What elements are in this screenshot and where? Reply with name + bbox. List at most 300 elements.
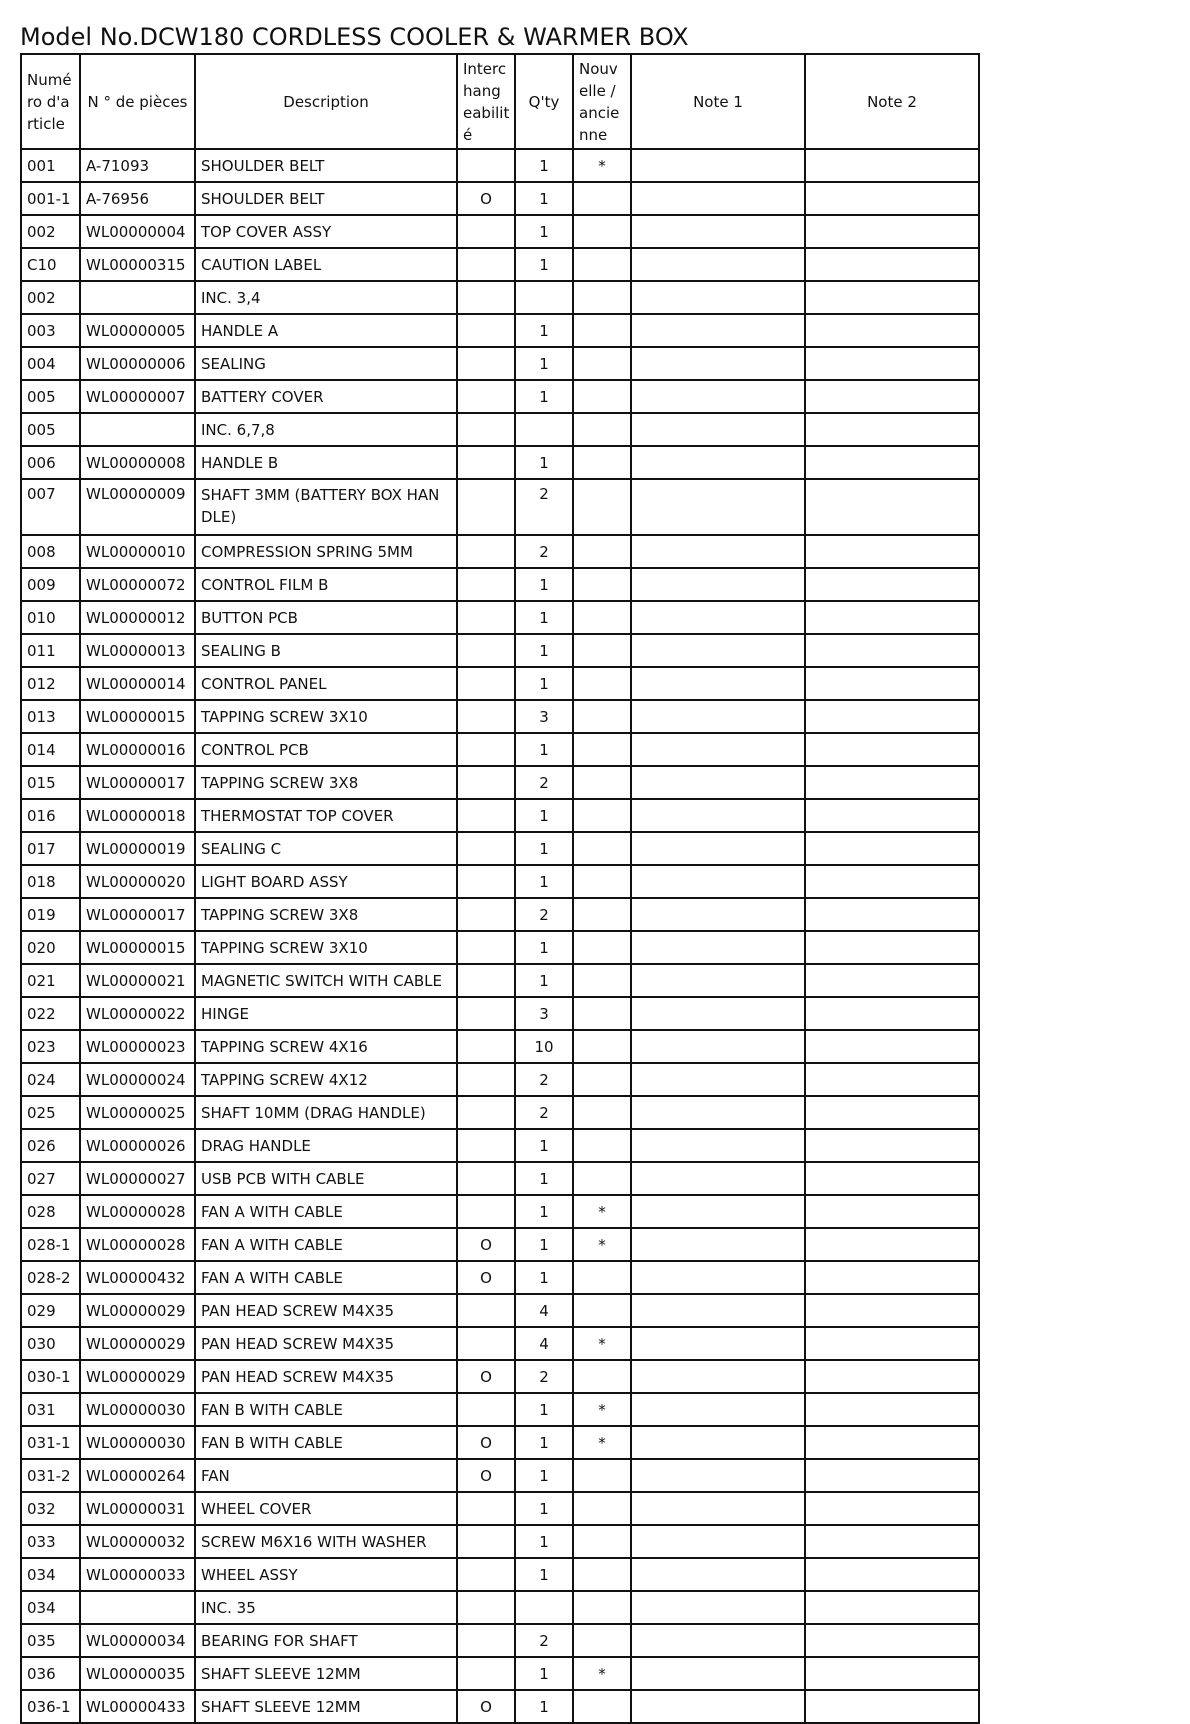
cell-note1 xyxy=(631,1228,805,1261)
cell-qty: 1 xyxy=(515,1492,573,1525)
cell-new-old xyxy=(573,380,631,413)
parts-table xyxy=(20,53,980,1724)
cell-item-no: 014 xyxy=(21,733,80,766)
cell-new-old xyxy=(573,281,631,314)
cell-interchangeability xyxy=(457,766,515,799)
cell-description: INC. 3,4 xyxy=(195,281,457,314)
cell-item-no: 036 xyxy=(21,1657,80,1690)
cell-description: HINGE xyxy=(195,997,457,1030)
cell-qty: 1 xyxy=(515,1129,573,1162)
cell-interchangeability xyxy=(457,964,515,997)
cell-qty: 1 xyxy=(515,667,573,700)
table-row xyxy=(21,1459,979,1492)
cell-note1 xyxy=(631,1294,805,1327)
cell-note1 xyxy=(631,601,805,634)
cell-note1 xyxy=(631,1657,805,1690)
cell-item-no: 034 xyxy=(21,1591,80,1624)
cell-qty: 2 xyxy=(515,1063,573,1096)
cell-note2 xyxy=(805,1096,979,1129)
cell-qty: 1 xyxy=(515,347,573,380)
cell-description: LIGHT BOARD ASSY xyxy=(195,865,457,898)
cell-description: FAN A WITH CABLE xyxy=(195,1261,457,1294)
cell-note2 xyxy=(805,667,979,700)
cell-new-old xyxy=(573,898,631,931)
cell-item-no: 002 xyxy=(21,281,80,314)
table-row xyxy=(21,1525,979,1558)
cell-description: SHAFT 3MM (BATTERY BOX HAN DLE) xyxy=(195,479,457,535)
cell-note1 xyxy=(631,1558,805,1591)
cell-qty: 1 xyxy=(515,931,573,964)
cell-interchangeability xyxy=(457,413,515,446)
cell-description: BATTERY COVER xyxy=(195,380,457,413)
cell-description: CONTROL PCB xyxy=(195,733,457,766)
cell-description: DRAG HANDLE xyxy=(195,1129,457,1162)
table-header-row xyxy=(21,54,979,149)
cell-interchangeability: O xyxy=(457,1261,515,1294)
cell-note2 xyxy=(805,1228,979,1261)
cell-qty: 1 xyxy=(515,1459,573,1492)
cell-item-no: 001 xyxy=(21,149,80,182)
cell-note1 xyxy=(631,413,805,446)
cell-new-old xyxy=(573,1525,631,1558)
cell-description: TAPPING SCREW 4X12 xyxy=(195,1063,457,1096)
cell-item-no: 031-1 xyxy=(21,1426,80,1459)
cell-qty: 2 xyxy=(515,479,573,535)
cell-note1 xyxy=(631,182,805,215)
cell-description: FAN B WITH CABLE xyxy=(195,1426,457,1459)
cell-part-no: WL00000433 xyxy=(80,1690,195,1723)
cell-item-no: 013 xyxy=(21,700,80,733)
cell-part-no: WL00000030 xyxy=(80,1393,195,1426)
cell-note1 xyxy=(631,1096,805,1129)
cell-interchangeability xyxy=(457,865,515,898)
cell-note2 xyxy=(805,1327,979,1360)
cell-item-no: 033 xyxy=(21,1525,80,1558)
cell-interchangeability xyxy=(457,248,515,281)
cell-part-no: WL00000028 xyxy=(80,1195,195,1228)
header-interchangeability: Interc hang eabilit é xyxy=(457,54,515,149)
cell-part-no: A-71093 xyxy=(80,149,195,182)
cell-note2 xyxy=(805,1360,979,1393)
cell-description: MAGNETIC SWITCH WITH CABLE xyxy=(195,964,457,997)
cell-part-no: WL00000030 xyxy=(80,1426,195,1459)
cell-part-no xyxy=(80,1591,195,1624)
cell-part-no: WL00000264 xyxy=(80,1459,195,1492)
cell-new-old: * xyxy=(573,1327,631,1360)
cell-qty: 1 xyxy=(515,1393,573,1426)
cell-note2 xyxy=(805,215,979,248)
cell-note2 xyxy=(805,700,979,733)
cell-note1 xyxy=(631,1690,805,1723)
table-row xyxy=(21,1492,979,1525)
cell-part-no: WL00000014 xyxy=(80,667,195,700)
cell-qty: 2 xyxy=(515,535,573,568)
cell-qty: 1 xyxy=(515,568,573,601)
cell-qty: 1 xyxy=(515,865,573,898)
cell-qty xyxy=(515,1591,573,1624)
cell-interchangeability xyxy=(457,535,515,568)
cell-interchangeability xyxy=(457,1591,515,1624)
cell-note1 xyxy=(631,997,805,1030)
cell-part-no: WL00000035 xyxy=(80,1657,195,1690)
cell-qty: 1 xyxy=(515,1657,573,1690)
cell-item-no: 031-2 xyxy=(21,1459,80,1492)
cell-new-old: * xyxy=(573,149,631,182)
table-row xyxy=(21,380,979,413)
cell-description: SHOULDER BELT xyxy=(195,182,457,215)
cell-note1 xyxy=(631,281,805,314)
cell-note1 xyxy=(631,1030,805,1063)
cell-part-no: WL00000006 xyxy=(80,347,195,380)
parts-table-body xyxy=(21,149,979,1723)
cell-part-no: WL00000019 xyxy=(80,832,195,865)
table-row xyxy=(21,1294,979,1327)
header-qty: Q'ty xyxy=(515,54,573,149)
cell-description: BEARING FOR SHAFT xyxy=(195,1624,457,1657)
cell-new-old: * xyxy=(573,1393,631,1426)
cell-new-old xyxy=(573,314,631,347)
cell-description: SEALING C xyxy=(195,832,457,865)
header-new-old: Nouv elle / ancie nne xyxy=(573,54,631,149)
table-row xyxy=(21,149,979,182)
cell-part-no: WL00000010 xyxy=(80,535,195,568)
cell-new-old xyxy=(573,182,631,215)
cell-part-no: WL00000029 xyxy=(80,1327,195,1360)
cell-qty: 2 xyxy=(515,1624,573,1657)
cell-new-old xyxy=(573,413,631,446)
cell-part-no: WL00000017 xyxy=(80,766,195,799)
cell-description: TAPPING SCREW 3X8 xyxy=(195,766,457,799)
cell-qty: 1 xyxy=(515,832,573,865)
cell-item-no: 021 xyxy=(21,964,80,997)
cell-new-old xyxy=(573,997,631,1030)
cell-interchangeability xyxy=(457,1492,515,1525)
cell-description: FAN A WITH CABLE xyxy=(195,1195,457,1228)
cell-qty: 4 xyxy=(515,1294,573,1327)
cell-note1 xyxy=(631,347,805,380)
cell-new-old xyxy=(573,535,631,568)
cell-note2 xyxy=(805,1492,979,1525)
cell-item-no: 007 xyxy=(21,479,80,535)
cell-part-no: WL00000020 xyxy=(80,865,195,898)
table-row xyxy=(21,700,979,733)
cell-note2 xyxy=(805,248,979,281)
cell-note2 xyxy=(805,1129,979,1162)
cell-qty: 1 xyxy=(515,733,573,766)
cell-interchangeability: O xyxy=(457,1228,515,1261)
cell-description: FAN xyxy=(195,1459,457,1492)
cell-item-no: 030-1 xyxy=(21,1360,80,1393)
cell-note1 xyxy=(631,446,805,479)
cell-item-no: 009 xyxy=(21,568,80,601)
table-row xyxy=(21,997,979,1030)
cell-qty: 1 xyxy=(515,314,573,347)
cell-new-old xyxy=(573,215,631,248)
table-row xyxy=(21,535,979,568)
cell-qty: 1 xyxy=(515,182,573,215)
cell-qty: 3 xyxy=(515,997,573,1030)
cell-interchangeability xyxy=(457,1525,515,1558)
cell-qty: 1 xyxy=(515,1426,573,1459)
cell-note1 xyxy=(631,667,805,700)
cell-note2 xyxy=(805,149,979,182)
cell-description: INC. 6,7,8 xyxy=(195,413,457,446)
cell-qty: 1 xyxy=(515,446,573,479)
cell-note2 xyxy=(805,1030,979,1063)
cell-note1 xyxy=(631,1591,805,1624)
cell-note1 xyxy=(631,479,805,535)
table-row xyxy=(21,1690,979,1723)
cell-new-old xyxy=(573,446,631,479)
cell-qty: 1 xyxy=(515,1558,573,1591)
cell-item-no: 036-1 xyxy=(21,1690,80,1723)
table-row xyxy=(21,634,979,667)
cell-interchangeability xyxy=(457,931,515,964)
cell-note1 xyxy=(631,568,805,601)
cell-description: FAN A WITH CABLE xyxy=(195,1228,457,1261)
cell-item-no: 031 xyxy=(21,1393,80,1426)
cell-new-old xyxy=(573,479,631,535)
cell-note2 xyxy=(805,601,979,634)
cell-note2 xyxy=(805,1624,979,1657)
cell-note1 xyxy=(631,248,805,281)
cell-part-no: WL00000072 xyxy=(80,568,195,601)
cell-note1 xyxy=(631,865,805,898)
cell-note1 xyxy=(631,149,805,182)
cell-description: PAN HEAD SCREW M4X35 xyxy=(195,1327,457,1360)
cell-part-no: WL00000029 xyxy=(80,1360,195,1393)
cell-new-old xyxy=(573,1459,631,1492)
table-row xyxy=(21,964,979,997)
cell-item-no: 029 xyxy=(21,1294,80,1327)
cell-description: TAPPING SCREW 4X16 xyxy=(195,1030,457,1063)
cell-new-old xyxy=(573,1294,631,1327)
cell-description: BUTTON PCB xyxy=(195,601,457,634)
cell-new-old xyxy=(573,865,631,898)
cell-description: TAPPING SCREW 3X8 xyxy=(195,898,457,931)
table-row xyxy=(21,931,979,964)
cell-part-no: WL00000015 xyxy=(80,700,195,733)
cell-part-no: WL00000028 xyxy=(80,1228,195,1261)
cell-note1 xyxy=(631,1624,805,1657)
cell-note2 xyxy=(805,733,979,766)
table-row xyxy=(21,479,979,535)
cell-note2 xyxy=(805,1393,979,1426)
cell-note2 xyxy=(805,1558,979,1591)
cell-part-no: WL00000022 xyxy=(80,997,195,1030)
cell-new-old xyxy=(573,601,631,634)
table-row xyxy=(21,1096,979,1129)
cell-interchangeability xyxy=(457,1657,515,1690)
cell-item-no: 024 xyxy=(21,1063,80,1096)
cell-qty: 1 xyxy=(515,1162,573,1195)
cell-interchangeability xyxy=(457,1129,515,1162)
cell-note1 xyxy=(631,314,805,347)
cell-item-no: 022 xyxy=(21,997,80,1030)
cell-description: TAPPING SCREW 3X10 xyxy=(195,931,457,964)
cell-interchangeability xyxy=(457,1624,515,1657)
header-item-no: Numé ro d'a rticle xyxy=(21,54,80,149)
table-row xyxy=(21,568,979,601)
cell-interchangeability xyxy=(457,281,515,314)
cell-part-no xyxy=(80,413,195,446)
cell-note2 xyxy=(805,997,979,1030)
cell-new-old xyxy=(573,667,631,700)
cell-note2 xyxy=(805,380,979,413)
cell-new-old xyxy=(573,964,631,997)
cell-description: PAN HEAD SCREW M4X35 xyxy=(195,1294,457,1327)
cell-interchangeability xyxy=(457,1558,515,1591)
cell-part-no: WL00000017 xyxy=(80,898,195,931)
cell-part-no: WL00000034 xyxy=(80,1624,195,1657)
table-row xyxy=(21,248,979,281)
cell-item-no: 010 xyxy=(21,601,80,634)
cell-note1 xyxy=(631,766,805,799)
cell-note2 xyxy=(805,479,979,535)
cell-note1 xyxy=(631,1162,805,1195)
cell-note1 xyxy=(631,1426,805,1459)
cell-part-no xyxy=(80,281,195,314)
cell-interchangeability xyxy=(457,1063,515,1096)
cell-item-no: 003 xyxy=(21,314,80,347)
cell-interchangeability xyxy=(457,634,515,667)
cell-note1 xyxy=(631,1063,805,1096)
cell-part-no: WL00000007 xyxy=(80,380,195,413)
cell-interchangeability: O xyxy=(457,182,515,215)
cell-interchangeability xyxy=(457,997,515,1030)
header-note1: Note 1 xyxy=(631,54,805,149)
cell-note2 xyxy=(805,1657,979,1690)
cell-interchangeability xyxy=(457,380,515,413)
cell-interchangeability xyxy=(457,832,515,865)
cell-interchangeability xyxy=(457,1030,515,1063)
cell-part-no: WL00000315 xyxy=(80,248,195,281)
cell-note2 xyxy=(805,634,979,667)
cell-note2 xyxy=(805,898,979,931)
cell-new-old xyxy=(573,1096,631,1129)
table-row xyxy=(21,1327,979,1360)
cell-note1 xyxy=(631,1525,805,1558)
cell-interchangeability xyxy=(457,601,515,634)
cell-item-no: 017 xyxy=(21,832,80,865)
cell-interchangeability xyxy=(457,667,515,700)
cell-interchangeability xyxy=(457,314,515,347)
cell-part-no: WL00000009 xyxy=(80,479,195,535)
cell-qty: 3 xyxy=(515,700,573,733)
cell-part-no: WL00000027 xyxy=(80,1162,195,1195)
table-row xyxy=(21,1129,979,1162)
cell-item-no: C10 xyxy=(21,248,80,281)
cell-new-old xyxy=(573,1030,631,1063)
cell-item-no: 035 xyxy=(21,1624,80,1657)
cell-part-no: A-76956 xyxy=(80,182,195,215)
cell-item-no: 032 xyxy=(21,1492,80,1525)
cell-part-no: WL00000031 xyxy=(80,1492,195,1525)
cell-item-no: 012 xyxy=(21,667,80,700)
cell-qty: 2 xyxy=(515,766,573,799)
cell-interchangeability xyxy=(457,1195,515,1228)
cell-qty: 1 xyxy=(515,964,573,997)
cell-note2 xyxy=(805,281,979,314)
cell-item-no: 034 xyxy=(21,1558,80,1591)
cell-description: SHOULDER BELT xyxy=(195,149,457,182)
cell-part-no: WL00000005 xyxy=(80,314,195,347)
cell-note2 xyxy=(805,1690,979,1723)
cell-new-old xyxy=(573,634,631,667)
cell-description: CONTROL PANEL xyxy=(195,667,457,700)
cell-note1 xyxy=(631,1327,805,1360)
cell-item-no: 001-1 xyxy=(21,182,80,215)
header-note2: Note 2 xyxy=(805,54,979,149)
cell-new-old: * xyxy=(573,1195,631,1228)
cell-interchangeability xyxy=(457,1294,515,1327)
cell-new-old xyxy=(573,700,631,733)
table-row xyxy=(21,1195,979,1228)
cell-description: SHAFT 10MM (DRAG HANDLE) xyxy=(195,1096,457,1129)
cell-description: SEALING B xyxy=(195,634,457,667)
cell-note2 xyxy=(805,964,979,997)
cell-description: PAN HEAD SCREW M4X35 xyxy=(195,1360,457,1393)
cell-qty: 1 xyxy=(515,1195,573,1228)
table-row xyxy=(21,799,979,832)
cell-description: CONTROL FILM B xyxy=(195,568,457,601)
cell-note2 xyxy=(805,1294,979,1327)
cell-note1 xyxy=(631,898,805,931)
cell-note2 xyxy=(805,568,979,601)
cell-note1 xyxy=(631,799,805,832)
cell-part-no: WL00000018 xyxy=(80,799,195,832)
cell-note2 xyxy=(805,1591,979,1624)
table-row xyxy=(21,281,979,314)
cell-part-no: WL00000023 xyxy=(80,1030,195,1063)
cell-item-no: 026 xyxy=(21,1129,80,1162)
cell-note2 xyxy=(805,799,979,832)
table-row xyxy=(21,1360,979,1393)
cell-interchangeability xyxy=(457,446,515,479)
cell-item-no: 020 xyxy=(21,931,80,964)
cell-new-old xyxy=(573,1690,631,1723)
cell-note2 xyxy=(805,1525,979,1558)
cell-note1 xyxy=(631,634,805,667)
cell-qty: 1 xyxy=(515,215,573,248)
cell-note1 xyxy=(631,215,805,248)
cell-interchangeability: O xyxy=(457,1360,515,1393)
cell-interchangeability xyxy=(457,347,515,380)
cell-item-no: 002 xyxy=(21,215,80,248)
cell-new-old xyxy=(573,799,631,832)
table-row xyxy=(21,1426,979,1459)
table-row xyxy=(21,1624,979,1657)
cell-qty: 1 xyxy=(515,1690,573,1723)
cell-note1 xyxy=(631,1492,805,1525)
cell-description: HANDLE A xyxy=(195,314,457,347)
cell-interchangeability xyxy=(457,898,515,931)
cell-part-no: WL00000012 xyxy=(80,601,195,634)
cell-interchangeability xyxy=(457,568,515,601)
cell-part-no: WL00000024 xyxy=(80,1063,195,1096)
cell-note2 xyxy=(805,314,979,347)
table-row xyxy=(21,347,979,380)
cell-new-old xyxy=(573,347,631,380)
cell-part-no: WL00000026 xyxy=(80,1129,195,1162)
cell-note1 xyxy=(631,535,805,568)
cell-new-old: * xyxy=(573,1426,631,1459)
cell-note2 xyxy=(805,1261,979,1294)
cell-description: THERMOSTAT TOP COVER xyxy=(195,799,457,832)
cell-note2 xyxy=(805,535,979,568)
cell-part-no: WL00000015 xyxy=(80,931,195,964)
cell-note2 xyxy=(805,1063,979,1096)
